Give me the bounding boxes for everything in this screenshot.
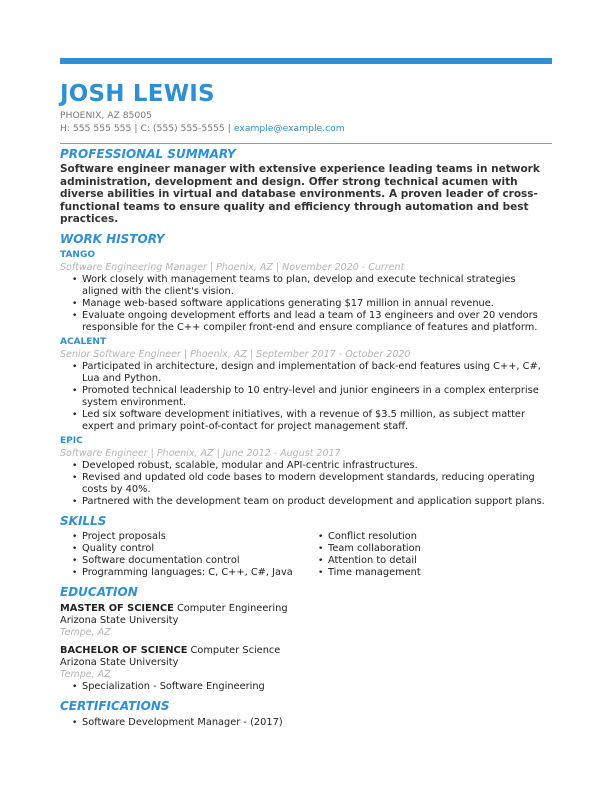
summary-text: Software engineer manager with extensive experience leading teams in network administration, development and design. Offer strong technical acumen with diverse abilities in virtual and database environments. A proven leader of cross-functional teams to ensure quality and efficiency through automation and best practices. — [60, 163, 540, 225]
list-item: • Software Development Manager - (2017) — [60, 717, 552, 729]
skills-right-column — [306, 531, 552, 579]
summary-section — [60, 146, 552, 226]
job-bullets — [60, 361, 552, 433]
education-section — [60, 584, 552, 693]
list-item: • Time management — [306, 567, 552, 579]
list-item: • Promoted technical leadership to 10 entry-level and junior engineers in a complex enterprise system environment. — [60, 385, 552, 409]
list-item: • Partnered with the development team on product development and application support plans. — [60, 496, 552, 508]
job-entry — [60, 435, 552, 508]
candidate-name: JOSH LEWIS — [60, 81, 215, 107]
job-entry — [60, 249, 552, 334]
list-item: • Developed robust, scalable, modular and API-centric infrastructures. — [60, 460, 552, 472]
certifications-list — [60, 717, 552, 729]
work-history-section — [60, 231, 552, 508]
job-bullets — [60, 274, 552, 334]
list-item: • Participated in architecture, design and implementation of back-end features using C++, C#, Lua and Python. — [60, 361, 552, 385]
list-item: • Evaluate ongoing development efforts and lead a team of 13 engineers and over 20 vendors responsible for the C++ compiler front-end and ensure compliance of features and platform. — [60, 310, 552, 334]
company-name: ACALENT — [60, 336, 107, 347]
list-item: • Project proposals — [60, 531, 306, 543]
header-divider — [60, 143, 552, 144]
list-item: • Quality control — [60, 543, 306, 555]
list-item: • Manage web-based software applications generating $17 million in annual revenue. — [60, 298, 552, 310]
school-location: Tempe, AZ — [60, 668, 111, 680]
company-name: EPIC — [60, 435, 83, 446]
resume-header — [60, 80, 552, 135]
certifications-title: CERTIFICATIONS — [60, 698, 170, 713]
list-item: • Attention to detail — [306, 555, 552, 567]
list-item: • Led six software development initiatives, with a revenue of $3.5 million, as subject matter expert and primary point-of-contact for project management staff. — [60, 409, 552, 433]
summary-title: PROFESSIONAL SUMMARY — [60, 147, 236, 161]
degree-line — [60, 603, 552, 615]
education-bullets — [60, 681, 552, 693]
top-accent-bar — [60, 58, 552, 64]
skills-left-column — [60, 531, 306, 579]
job-role: Senior Software Engineer | Phoenix, AZ | September 2017 - October 2020 — [60, 348, 411, 360]
list-item: • Revised and updated old code bases to modern development standards, reducing operating costs by 40%. — [60, 472, 552, 496]
skills-columns — [60, 531, 552, 579]
school-location: Tempe, AZ — [60, 626, 111, 638]
school-name: Arizona State University — [60, 656, 179, 668]
location: PHOENIX, AZ 85005 — [60, 110, 152, 121]
list-item: • Team collaboration — [306, 543, 552, 555]
degree-field: Computer Engineering — [176, 602, 288, 614]
job-role: Software Engineer | Phoenix, AZ | June 2012 - August 2017 — [60, 447, 341, 459]
list-item: • Work closely with management teams to plan, develop and execute technical strategies aligned with the client's vision. — [60, 274, 552, 298]
list-item: • Conflict resolution — [306, 531, 552, 543]
degree-name: BACHELOR OF SCIENCE — [60, 644, 188, 656]
company-name: TANGO — [60, 249, 95, 260]
certifications-section — [60, 698, 552, 729]
work-history-title: WORK HISTORY — [60, 231, 165, 246]
cell-phone: C: (555) 555-5555 — [140, 123, 225, 134]
skills-title: SKILLS — [60, 513, 107, 528]
degree-field: Computer Science — [190, 644, 281, 656]
education-entry — [60, 645, 552, 693]
list-item: • Software documentation control — [60, 555, 306, 567]
job-role: Software Engineering Manager | Phoenix, AZ | November 2020 - Current — [60, 261, 405, 273]
resume-page — [60, 80, 552, 729]
email-link[interactable]: example@example.com — [233, 123, 345, 134]
list-item: • Specialization - Software Engineering — [60, 681, 552, 693]
list-item: • Programming languages: C, C++, C#, Java — [60, 567, 306, 579]
education-entry — [60, 603, 552, 639]
education-title: EDUCATION — [60, 584, 138, 599]
job-bullets — [60, 460, 552, 508]
job-entry — [60, 336, 552, 433]
degree-name: MASTER OF SCIENCE — [60, 602, 174, 614]
home-phone: H: 555 555 555 — [60, 123, 132, 134]
separator: | — [227, 123, 231, 134]
contact-line — [60, 122, 552, 135]
school-name: Arizona State University — [60, 614, 179, 626]
separator: | — [134, 123, 138, 134]
skills-section — [60, 513, 552, 579]
degree-line — [60, 645, 552, 657]
